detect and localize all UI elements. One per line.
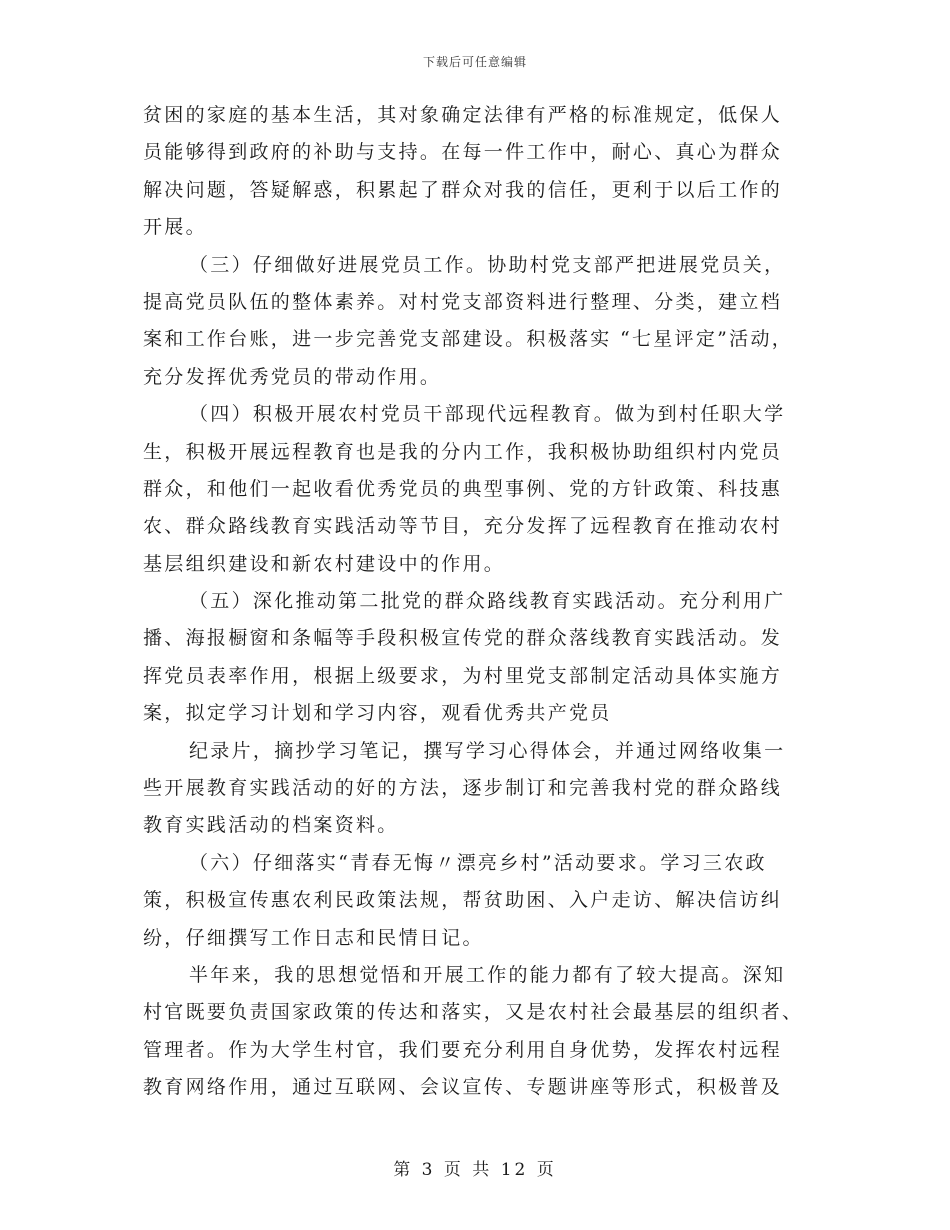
text-line: 群众，和他们一起收看优秀党员的典型事例、党的方针政策、科技惠 <box>143 477 783 500</box>
text-line: 充分发挥优秀党员的带动作用。 <box>143 365 442 388</box>
text-line: 基层组织建设和新农村建设中的作用。 <box>143 552 506 575</box>
text-line: 提高党员队伍的整体素养。对村党支部资料进行整理、分类，建立档 <box>143 290 783 313</box>
text-line: 策，积极宣传惠农利民政策法规，帮贫助困、入户走访、解决信访纠 <box>143 889 783 912</box>
text-line: 教育实践活动的档案资料。 <box>143 814 399 837</box>
document-body <box>143 97 808 1107</box>
text-line: 解决问题，答疑解惑，积累起了群众对我的信任，更利于以后工作的 <box>143 178 783 201</box>
text-line: 教育网络作用，通过互联网、会议宣传、专题讲座等形式，积极普及 <box>143 1076 783 1099</box>
text-line: 纪录片，摘抄学习笔记，撰写学习心得体会，并通过网络收集一 <box>189 739 786 762</box>
page-number-footer: 第 3 页 共 12 页 <box>393 1160 557 1180</box>
section-heading-line: （六）仔细落实“青春无悔〃漂亮乡村”活动要求。学习三农政 <box>189 851 767 874</box>
text-line: 开展。 <box>143 216 207 239</box>
section-heading-line: （五）深化推动第二批党的群众路线教育实践活动。充分利用广 <box>189 590 786 613</box>
text-line: 挥党员表率作用，根据上级要求，为村里党支部制定活动具体实施方 <box>143 664 783 687</box>
text-line: 管理者。作为大学生村官，我们要充分利用自身优势，发挥农村远程 <box>143 1038 783 1061</box>
page-header: 下载后可任意编辑 <box>422 55 527 69</box>
section-heading-line: （三）仔细做好进展党员工作。协助村党支部严把进展党员关， <box>189 253 786 276</box>
text-line: 案，拟定学习计划和学习内容，观看优秀共产党员 <box>143 702 612 725</box>
text-line: 生，积极开展远程教育也是我的分内工作，我积极协助组织村内党员 <box>143 440 783 463</box>
text-line: 些开展教育实践活动的好的方法，逐步制订和完善我村党的群众路线 <box>143 777 783 800</box>
text-line: 村官既要负责国家政策的传达和落实，又是农村社会最基层的组织者、 <box>143 1001 804 1024</box>
text-line: 纷，仔细撰写工作日志和民情日记。 <box>143 926 484 949</box>
text-line: 员能够得到政府的补助与支持。在每一件工作中，耐心、真心为群众 <box>143 141 783 164</box>
text-line: 农、群众路线教育实践活动等节目，充分发挥了远程教育在推动农村 <box>143 515 783 538</box>
text-line: 案和工作台账，进一步完善党支部建设。积极落实 “七星评定”活动， <box>143 328 794 351</box>
text-line: 播、海报橱窗和条幅等手段积极宣传党的群众落线教育实践活动。发 <box>143 627 783 650</box>
section-heading-line: （四）积极开展农村党员干部现代远程教育。做为到村任职大学 <box>189 403 786 426</box>
text-line: 贫困的家庭的基本生活，其对象确定法律有严格的标准规定，低保人 <box>143 104 783 126</box>
paragraph-start-line: 半年来，我的思想觉悟和开展工作的能力都有了较大提高。深知 <box>189 963 786 986</box>
